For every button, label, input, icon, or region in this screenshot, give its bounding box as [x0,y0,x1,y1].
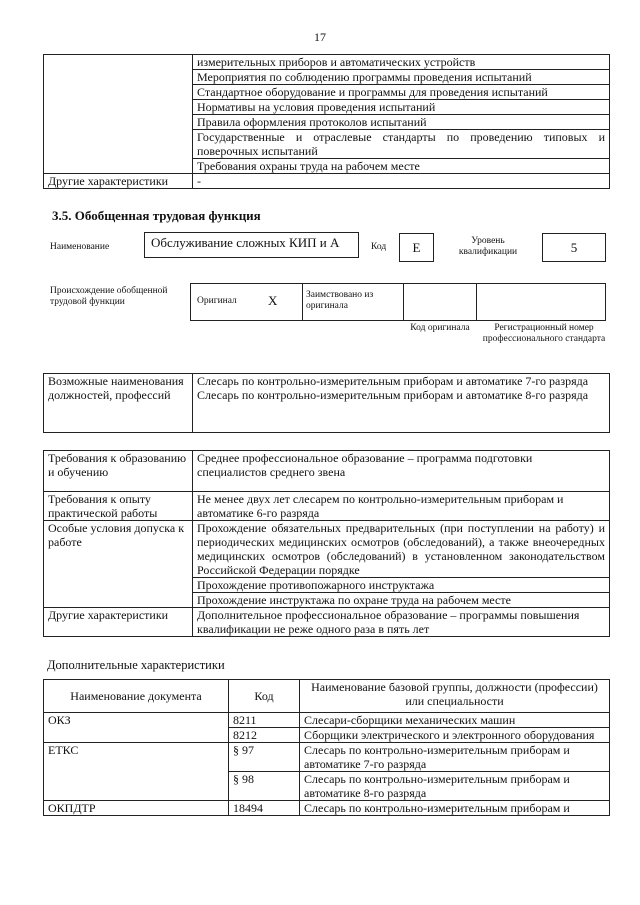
origin-table [190,283,606,321]
code-cell: § 98 [229,772,300,801]
knowledge-row: измерительных приборов и автоматических устройств [193,55,610,70]
position-item: Слесарь по контрольно-измерительным приборам и автоматике 8-го разряда [197,388,589,402]
special-item: Прохождение противопожарного инструктажа [193,578,610,593]
reg-number-label: Регистрационный номер профессионального стандарта [482,323,606,344]
doc-cell: ОКЗ [44,713,229,743]
additional-table [43,679,610,816]
experience-label: Требования к опыту практической работы [44,492,193,521]
code-label: Код [371,242,387,252]
knowledge-row: Правила оформления протоколов испытаний [193,115,610,130]
other-characteristics-label: Другие характеристики [44,174,193,189]
doc-cell: ОКПДТР [44,801,229,816]
page-number: 17 [314,30,326,44]
code-original-label: Код оригинала [410,323,470,333]
section-title: 3.5. Обобщенная трудовая функция [52,208,261,223]
code-cell: 8211 [229,713,300,728]
positions-label: Возможные наименования должностей, профессий [44,374,193,433]
name-cell: Слесари-сборщики механических машин [300,713,610,728]
level-label: Уровень квалификации [458,236,518,257]
experience-value: Не менее двух лет слесарем по контрольно-измерительным приборам и автоматике 6-го разряда [193,492,610,521]
name-cell: Слесарь по контрольно-измерительным приборам и [300,801,610,816]
name-cell: Сборщики электрического и электронного оборудования [300,728,610,743]
origin-label: Происхождение обобщенной трудовой функции [50,286,168,307]
knowledge-row: Стандартное оборудование и программы для проведения испытаний [193,85,610,100]
knowledge-table [43,54,610,189]
name-value: Обслуживание сложных КИП и А [144,232,359,258]
special-item: Прохождение обязательных предварительных (при поступлении на работу) и периодических медицинских осмотров (обследований), а также внеочередных медицинских осмотров (обследований) в установленном законодательством Российской Федерации порядке [193,521,610,578]
education-label: Требования к образованию и обучению [44,451,193,492]
borrowed-label: Заимствовано из оригинала [306,290,374,311]
req-other-label: Другие характеристики [44,608,193,637]
name-cell: Слесарь по контрольно-измерительным приборам и автоматике 8-го разряда [300,772,610,801]
header-name: Наименование базовой группы, должности (профессии) или специальности [300,680,610,713]
positions-table [43,373,610,433]
code-cell: 8212 [229,728,300,743]
special-item: Прохождение инструктажа по охране труда на рабочем месте [193,593,610,608]
req-other-value: Дополнительное профессиональное образование – программы повышения квалификации не реже одного раза в пять лет [193,608,610,637]
education-value: Среднее профессиональное образование – программа подготовки специалистов среднего звена [193,451,610,492]
header-document: Наименование документа [44,680,229,713]
requirements-table [43,450,610,637]
knowledge-row: Требования охраны труда на рабочем месте [193,159,610,174]
original-mark: X [268,293,278,308]
original-label: Оригинал [197,296,237,306]
knowledge-row: Государственные и отраслевые стандарты по проведению типовых и поверочных испытаний [193,130,610,159]
code-value: E [399,233,434,262]
knowledge-row: Мероприятия по соблюдению программы проведения испытаний [193,70,610,85]
other-characteristics-value: - [193,174,610,189]
name-label: Наименование [50,242,110,252]
knowledge-row: Нормативы на условия проведения испытаний [193,100,610,115]
header-code: Код [229,680,300,713]
name-cell: Слесарь по контрольно-измерительным приборам и автоматике 7-го разряда [300,743,610,772]
position-item: Слесарь по контрольно-измерительным приборам и автоматике 7-го разряда [197,374,589,388]
special-label: Особые условия допуска к работе [44,521,193,608]
level-value: 5 [542,233,606,262]
additional-heading: Дополнительные характеристики [47,658,225,672]
code-cell: 18494 [229,801,300,816]
doc-cell: ЕТКС [44,743,229,801]
code-cell: § 97 [229,743,300,772]
